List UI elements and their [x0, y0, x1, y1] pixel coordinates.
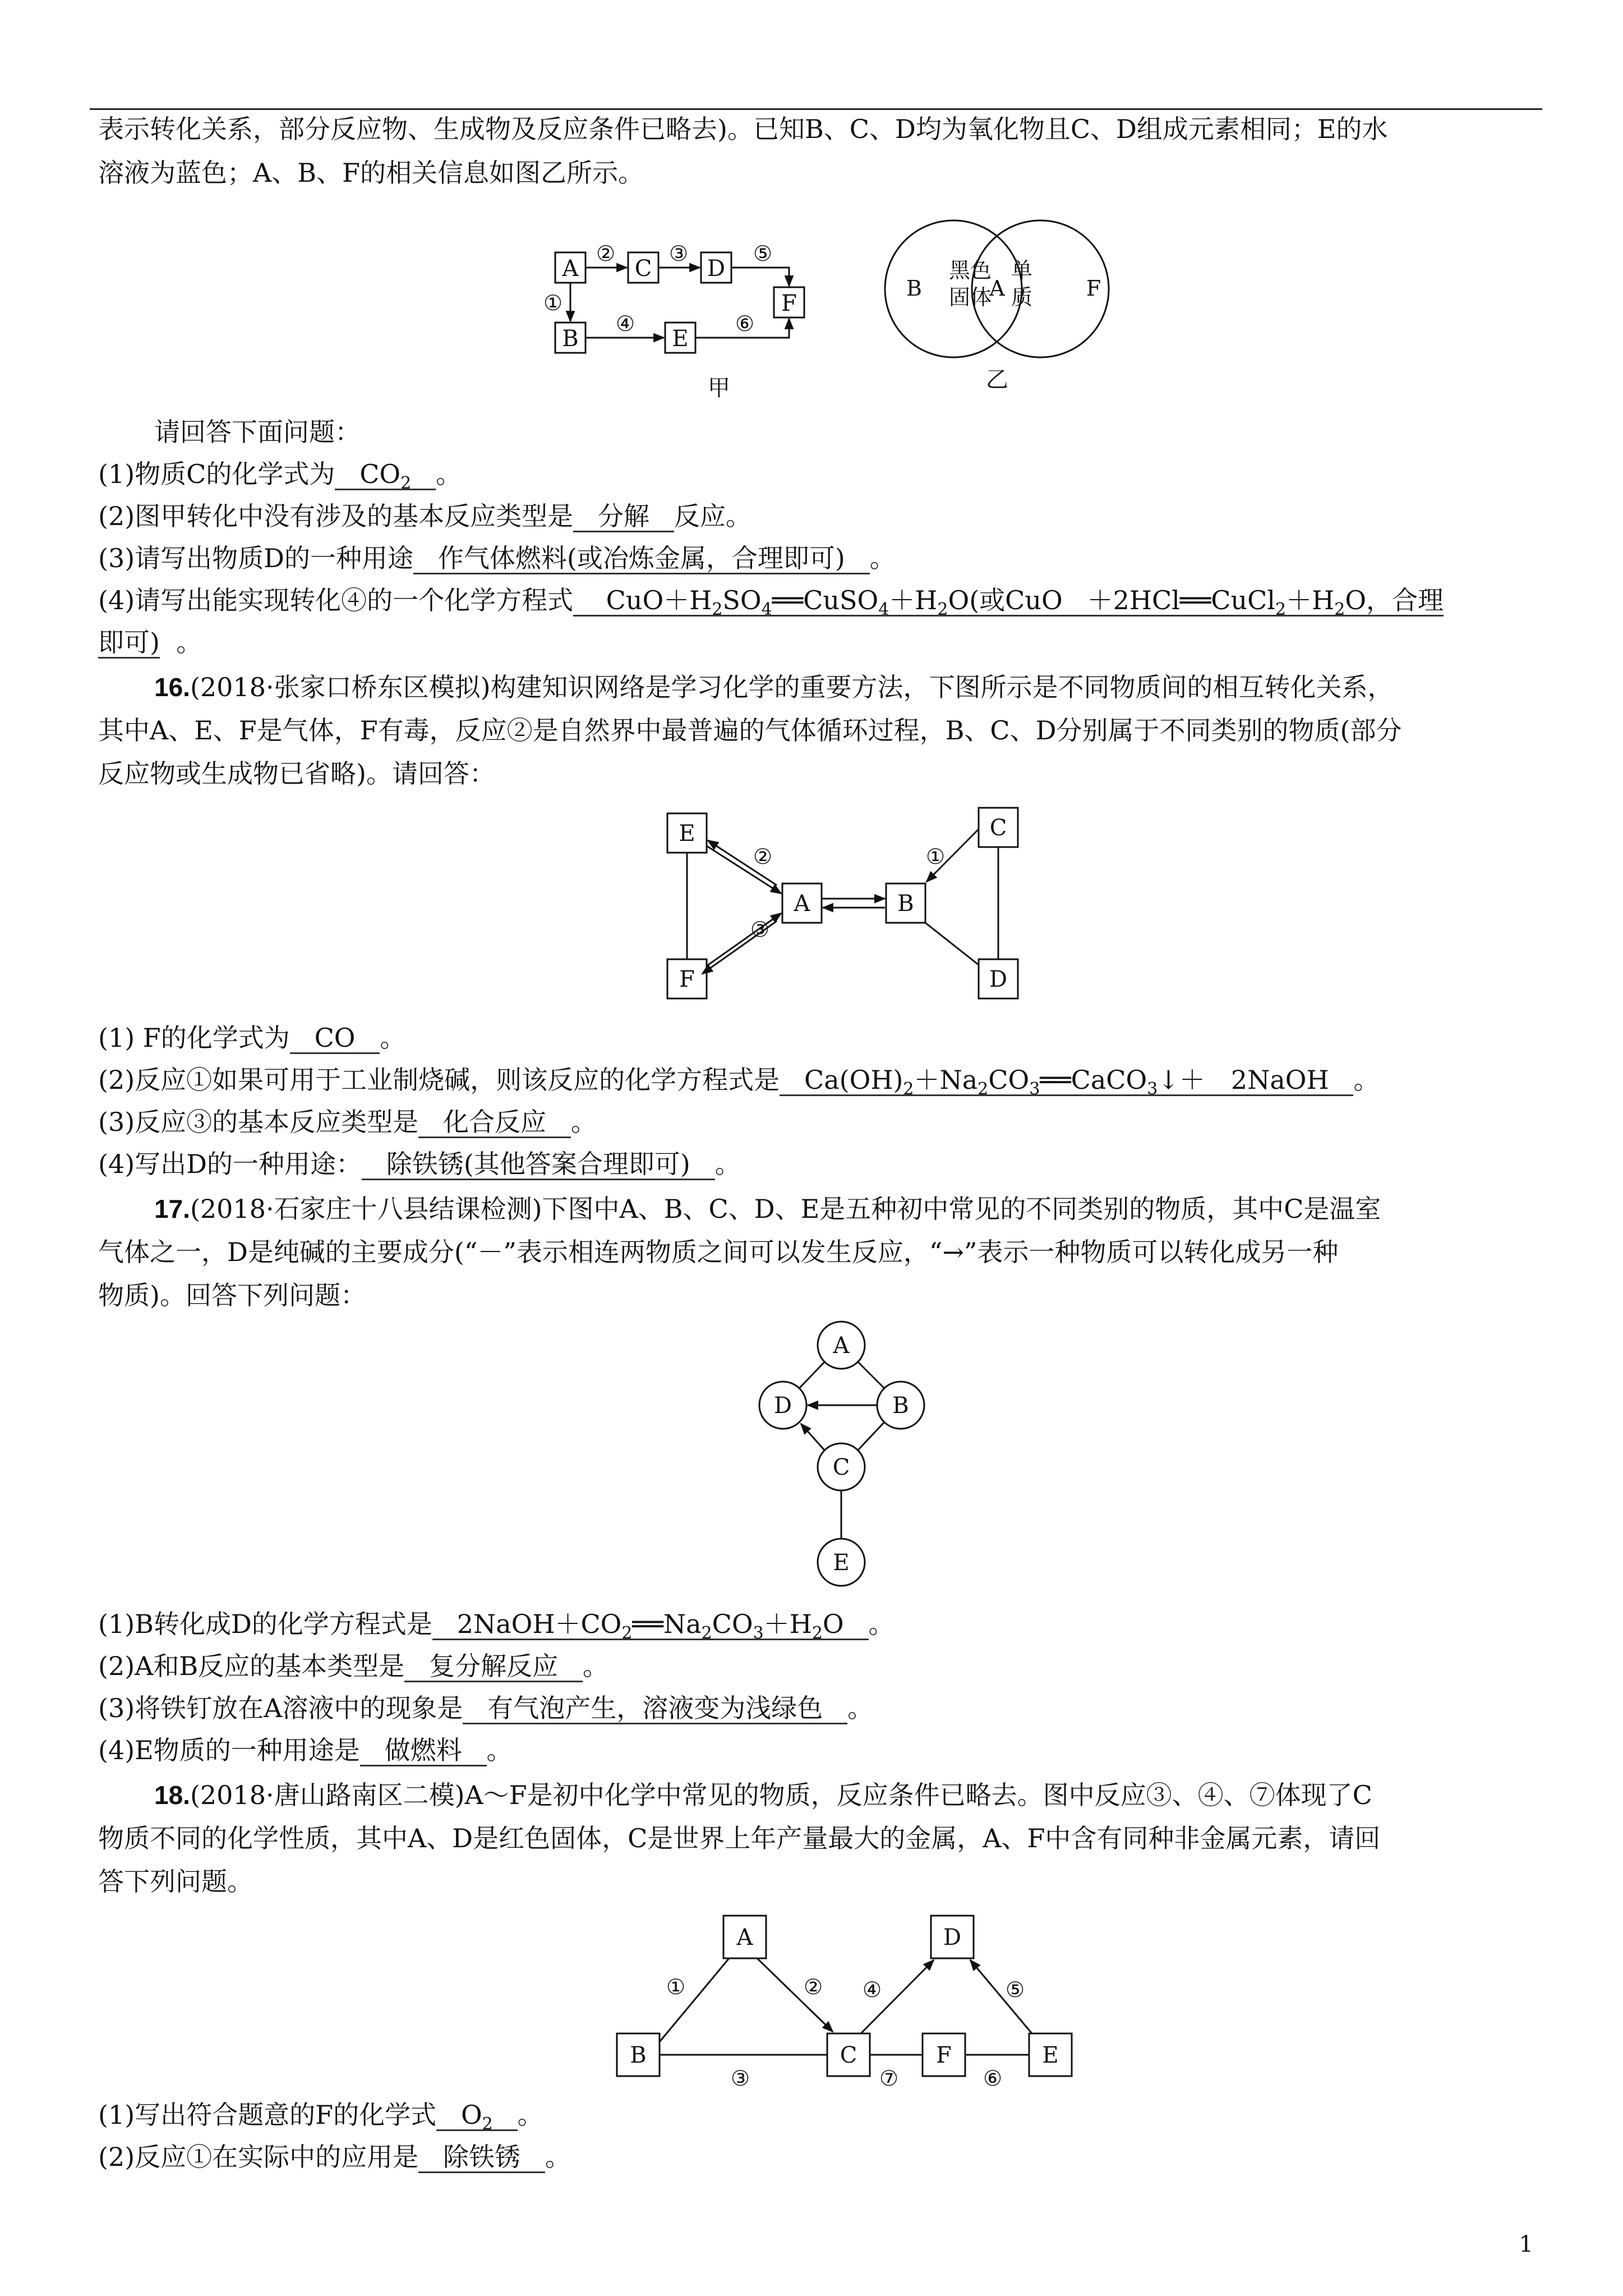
- node-D: D: [707, 256, 726, 282]
- node-E: E: [672, 326, 689, 352]
- node-B: B: [892, 1393, 909, 1419]
- arrow-label-3: ③: [730, 2066, 750, 2091]
- q17-item-4: (4)E物质的一种用途是 做燃料 。: [98, 1735, 513, 1765]
- q17-answer-1: $2NaOH+CO_2══Na_2CO_3+H_2O$: [432, 1609, 869, 1640]
- q15-answer-1: $CO_2$: [335, 459, 436, 490]
- q17-item-3: (3)将铁钉放在A溶液中的现象是 有气泡产生，溶液变为浅绿色 。: [98, 1693, 874, 1723]
- q15-answer-2: 分解: [573, 501, 674, 532]
- venn-element-1: 单: [1011, 258, 1033, 283]
- q16-answer-2: $Ca(OH)_2+Na_2CO_3══CaCO_3↓+$ 2NaOH: [780, 1065, 1353, 1096]
- arrow-label-6: ⑥: [735, 311, 755, 336]
- venn-black-solid-1: 黑色: [948, 258, 992, 283]
- q16-item-1: (1) F的化学式为 CO 。: [98, 1023, 406, 1053]
- q15-answer-3: 作气体燃料(或冶炼金属，合理即可): [413, 544, 870, 574]
- arrow-label-3: ③: [750, 917, 770, 942]
- venn-black-solid-2: 固体: [948, 285, 992, 310]
- q17-answer-4: 做燃料: [360, 1736, 487, 1766]
- page-number: 1: [1519, 2231, 1533, 2257]
- diagram-q16: [645, 797, 1038, 1015]
- arrow-label-5: ⑤: [753, 241, 773, 266]
- q15-item-4: (4)请写出能实现转化④的一个化学方程式 $CuO+H_2SO_4══CuSO_4+H_2O$(或CuO $+2HCl══CuCl_2+H_2O$，合理: [98, 585, 1444, 619]
- arrow-label-4: ④: [862, 1977, 882, 2002]
- q17-answer-2: 复分解反应: [404, 1651, 583, 1682]
- node-C: C: [840, 2042, 857, 2068]
- q15-item-3: (3)请写出物质D的一种用途 作气体燃料(或冶炼金属，合理即可) 。: [98, 543, 896, 573]
- node-A: A: [794, 891, 810, 917]
- q15-item-2: (2)图甲转化中没有涉及的基本反应类型是 分解 反应。: [98, 501, 751, 531]
- q15-item-4-cont: 即可) 。: [98, 627, 202, 657]
- arrow-label-3: ③: [668, 241, 689, 266]
- node-F: F: [781, 291, 797, 316]
- arrow-label-2: ②: [596, 241, 616, 266]
- arrow-label-1: ①: [925, 844, 946, 869]
- q18-answer-2: 除铁锈: [418, 2142, 545, 2173]
- q15-answer-4-cont: 即可): [98, 627, 160, 657]
- node-B: B: [897, 891, 914, 917]
- diagram-q17: [746, 1318, 948, 1593]
- diagram-q18: [606, 1907, 1099, 2092]
- q18-item-2: (2)反应①在实际中的应用是 除铁锈 。: [98, 2142, 571, 2172]
- node-C: C: [989, 815, 1007, 841]
- arrow-label-6: ⑥: [983, 2066, 1003, 2091]
- node-A: A: [562, 256, 579, 282]
- arrow-label-4: ④: [615, 311, 635, 336]
- node-D: D: [943, 1925, 962, 1950]
- q17-item-2: (2)A和B反应的基本类型是 复分解反应 。: [98, 1651, 608, 1681]
- node-D: D: [773, 1393, 792, 1419]
- node-E: E: [833, 1550, 850, 1576]
- q18-stem-3: 答下列问题。: [98, 1866, 253, 1897]
- node-F: F: [679, 967, 695, 992]
- q15-answer-4: $CuO+H_2SO_4══CuSO_4+H_2O$(或CuO $+2HCl══CuCl_2+H_2O$，合理: [573, 586, 1444, 616]
- arrow-label-7: ⑦: [879, 2066, 899, 2091]
- q16-answer-1: CO: [290, 1023, 380, 1054]
- q18-stem-1: 18.(2018·唐山路南区二模)A～F是初中化学中常见的物质，反应条件已略去。图中反应③、④、⑦体现了C: [154, 1780, 1372, 1810]
- node-B: B: [630, 2042, 647, 2068]
- node-F: F: [936, 2042, 952, 2068]
- diagram-jia: [538, 236, 830, 404]
- intro-line-1: 表示转化关系，部分反应物、生成物及反应条件已略去)。已知B、C、D均为氧化物且C、D组成元素相同；E的水: [98, 114, 1388, 144]
- q16-stem-2: 其中A、E、F是气体，F有毒，反应②是自然界中最普遍的气体循环过程，B、C、D分别属于不同类别的物质(部分: [98, 715, 1402, 746]
- q16-item-3: (3)反应③的基本反应类型是 化合反应 。: [98, 1107, 597, 1137]
- intro-line-2: 溶液为蓝色；A、B、F的相关信息如图乙所示。: [98, 158, 644, 188]
- q17-stem-2: 气体之一，D是纯碱的主要成分(“－”表示相连两物质之间可以发生反应，“→”表示一种物质可以转化成另一种: [98, 1237, 1339, 1267]
- q16-item-4: (4)写出D的一种用途： 除铁锈(其他答案合理即可) 。: [98, 1149, 741, 1179]
- q17-answer-3: 有气泡产生，溶液变为浅绿色: [463, 1694, 847, 1724]
- q16-stem-1: 16.(2018·张家口桥东区模拟)构建知识网络是学习化学的重要方法，下图所示是不同物质间的相互转化关系，: [154, 672, 1394, 702]
- q18-item-1: (1)写出符合题意的F的化学式 $O_2$ 。: [98, 2100, 543, 2134]
- venn-label-B: B: [906, 276, 922, 301]
- venn-label-F: F: [1086, 276, 1101, 301]
- q16-stem-3: 反应物或生成物已省略)。请回答：: [98, 758, 495, 789]
- node-E: E: [1042, 2042, 1059, 2068]
- node-C: C: [634, 256, 652, 282]
- node-A: A: [736, 1925, 753, 1950]
- node-D: D: [989, 967, 1008, 992]
- q18-stem-2: 物质不同的化学性质，其中A、D是红色固体，C是世界上年产量最大的金属，A、F中含有同种非金属元素，请回: [98, 1823, 1381, 1853]
- arrow-label-2: ②: [803, 1975, 823, 1999]
- q16-item-2: (2)反应①如果可用于工业制烧碱，则该反应的化学方程式是 $Ca(OH)_2+Na_2CO_3══CaCO_3↓+$ 2NaOH 。: [98, 1065, 1380, 1099]
- q15-prompt: 请回答下面问题：: [154, 417, 361, 447]
- node-A: A: [833, 1333, 850, 1359]
- node-B: B: [562, 326, 579, 352]
- diagram-yi: [858, 216, 1161, 395]
- q15-item-1: (1)物质C的化学式为 $CO_2$ 。: [98, 459, 462, 493]
- q16-answer-4: 除铁锈(其他答案合理即可): [362, 1149, 715, 1180]
- node-E: E: [679, 821, 695, 846]
- venn-label-A: A: [989, 276, 1005, 301]
- venn-element-2: 质: [1011, 285, 1033, 310]
- arrow-label-1: ①: [666, 1975, 686, 1999]
- arrow-label-2: ②: [753, 844, 773, 869]
- node-C: C: [832, 1455, 850, 1480]
- caption-yi: 乙: [986, 367, 1008, 393]
- q17-stem-3: 物质)。回答下列问题：: [98, 1280, 366, 1310]
- q16-answer-3: 化合反应: [418, 1107, 571, 1138]
- caption-jia: 甲: [708, 375, 730, 401]
- top-rule: [90, 108, 1542, 110]
- arrow-label-5: ⑤: [1005, 1977, 1025, 2002]
- q18-answer-1: $O_2$: [436, 2100, 518, 2131]
- arrow-label-1: ①: [543, 291, 563, 315]
- q17-item-1: (1)B转化成D的化学方程式是 $2NaOH+CO_2══Na_2CO_3+H_2O$ 。: [98, 1609, 895, 1643]
- q17-stem-1: 17.(2018·石家庄十八县结课检测)下图中A、B、C、D、E是五种初中常见的不同类别的物质，其中C是温室: [154, 1194, 1381, 1224]
